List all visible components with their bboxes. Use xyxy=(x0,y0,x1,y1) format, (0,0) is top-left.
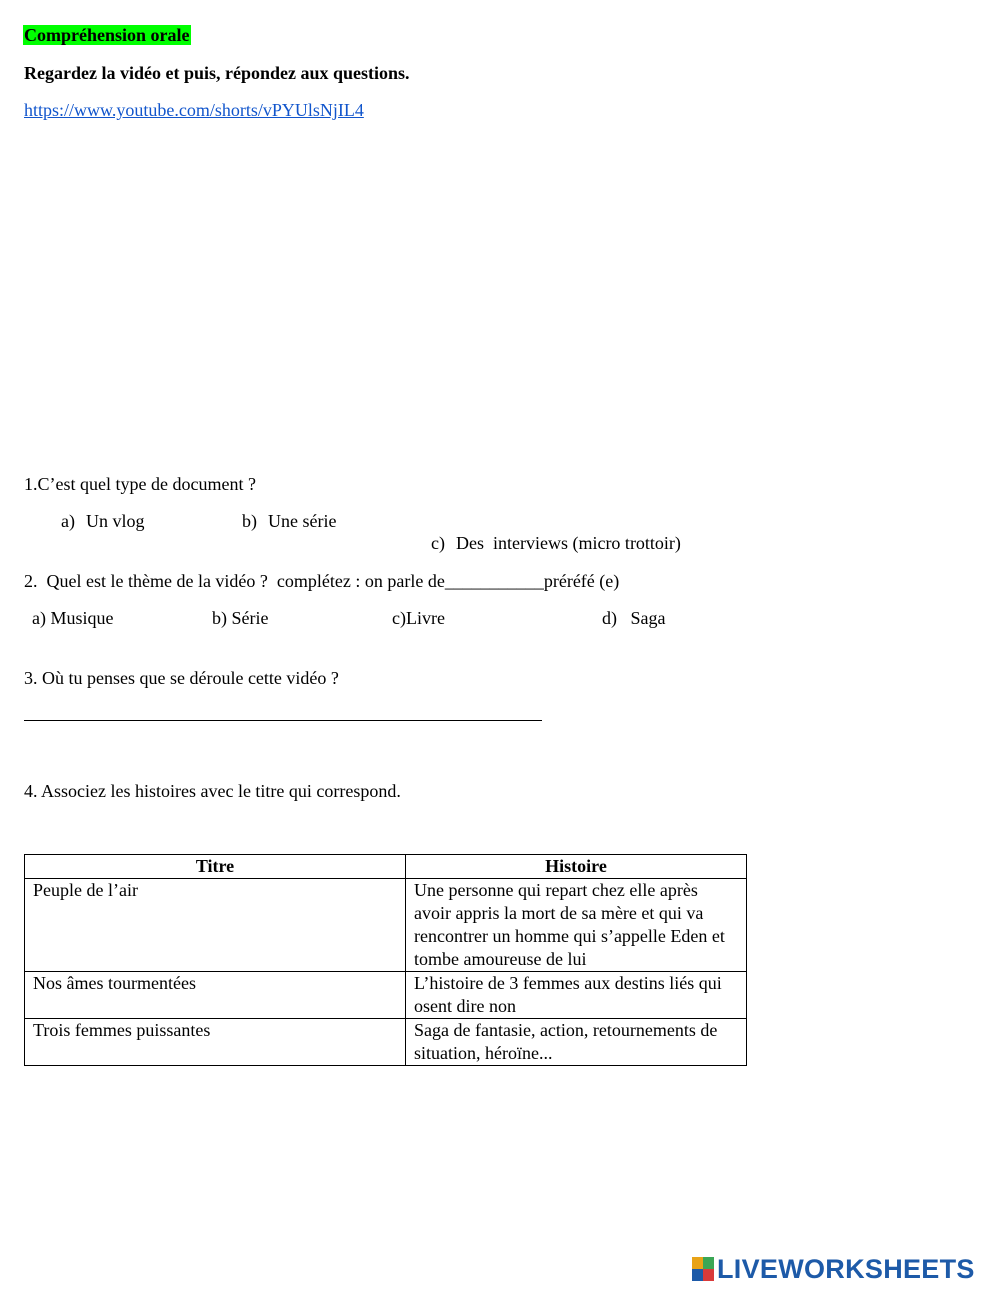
q1-option-c: c) Des interviews (micro trottoir) xyxy=(431,533,681,553)
table-header-row xyxy=(25,855,747,879)
table-row xyxy=(25,1019,747,1066)
titre-cell[interactable]: Trois femmes puissantes xyxy=(25,1019,406,1066)
header-histoire: Histoire xyxy=(406,855,747,879)
q2-option-c: c)Livre xyxy=(392,608,445,628)
titre-cell[interactable]: Nos âmes tourmentées xyxy=(25,972,406,1019)
logo-badge-icon xyxy=(692,1257,714,1281)
question-1: 1.C’est quel type de document ? xyxy=(24,474,256,494)
q2-option-b: b) Série xyxy=(212,608,269,628)
q3-answer-line[interactable] xyxy=(24,720,542,721)
table-row xyxy=(25,972,747,1019)
video-link[interactable]: https://www.youtube.com/shorts/vPYUlsNjIL4 xyxy=(24,100,364,120)
logo-square-2-icon xyxy=(703,1257,714,1269)
histoire-cell[interactable]: Saga de fantasie, action, retournements de situation, héroïne... xyxy=(406,1019,747,1066)
histoire-cell[interactable]: Une personne qui repart chez elle après avoir appris la mort de sa mère et qui va rencontrer un homme qui s’appelle Eden et tombe amoureuse de lui xyxy=(406,879,747,972)
question-4: 4. Associez les histoires avec le titre qui correspond. xyxy=(24,781,401,801)
instruction-text: Regardez la vidéo et puis, répondez aux questions. xyxy=(24,63,410,83)
question-2: 2. Quel est le thème de la vidéo ? complétez : on parle de___________préréfé (e) xyxy=(24,571,620,591)
association-table xyxy=(24,854,747,1066)
q1-option-b: b) Une série xyxy=(242,511,337,531)
question-3: 3. Où tu penses que se déroule cette vidéo ? xyxy=(24,668,339,688)
logo-square-4-icon xyxy=(703,1269,714,1281)
logo-text: LIVEWORKSHEETS xyxy=(717,1253,975,1284)
histoire-cell[interactable]: L’histoire de 3 femmes aux destins liés qui osent dire non xyxy=(406,972,747,1019)
logo-square-1-icon xyxy=(692,1257,703,1269)
page-title: Compréhension orale xyxy=(24,25,190,45)
titre-cell[interactable]: Peuple de l’air xyxy=(25,879,406,972)
table-row xyxy=(25,879,747,972)
header-titre: Titre xyxy=(25,855,406,879)
liveworksheets-logo xyxy=(692,1254,975,1284)
q2-option-a: a) Musique xyxy=(32,608,114,628)
q1-option-a: a) Un vlog xyxy=(61,511,145,531)
q2-option-d: d) Saga xyxy=(602,608,666,628)
logo-square-3-icon xyxy=(692,1269,703,1281)
